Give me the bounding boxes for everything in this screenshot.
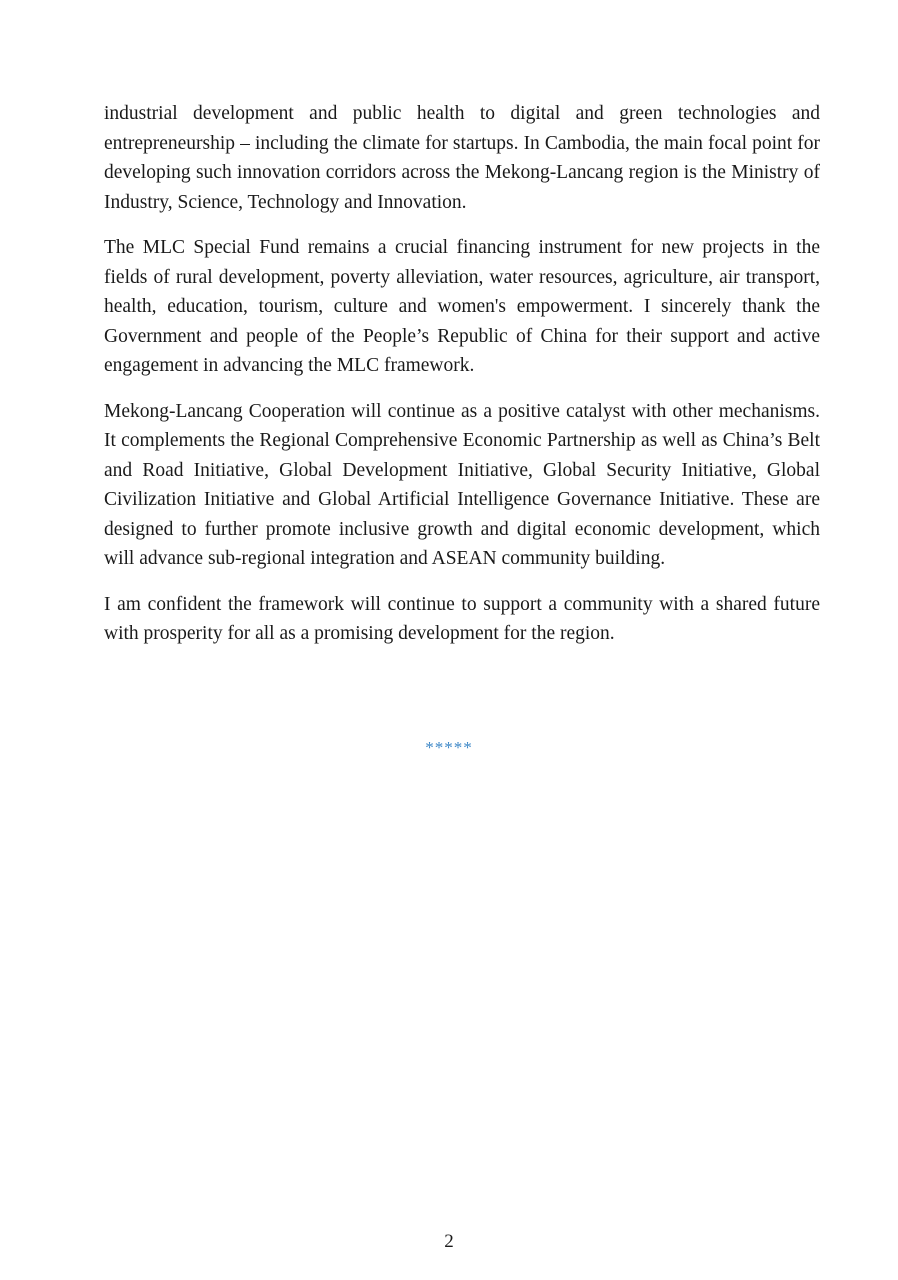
paragraph-cooperation-catalyst: Mekong-Lancang Cooperation will continue as a positive catalyst with other mechanisms. It complements the Regional Comprehensive Economic Partnership as well as China’s Belt and Road Initiative, Global Development Initiative, Global Security Initiative, Global Civilization Initiative and Global Artificial Intelligence Governance Initiative. These are designed to further promote inclusive growth and digital economic development, which will advance sub-regional integration and ASEAN community building. [104,400,820,569]
paragraph-mlc-special-fund: The MLC Special Fund remains a crucial financing instrument for new projects in the fields of rural development, poverty alleviation, water resources, agriculture, air transport, health, education, tourism, culture and women's empowerment. I sincerely thank the Government and people of the People’s Republic of China for their support and active engagement in advancing the MLC framework. [104,237,820,376]
page-number: 2 [444,1231,454,1252]
paragraph-closing-statement: I am confident the framework will continue to support a community with a shared future with prosperity for all as a promising development for the region. [104,593,820,644]
document-body [104,99,820,665]
paragraph-innovation-corridors: industrial development and public health to digital and green technologies and entrepreneurship – including the climate for startups. In Cambodia, the main focal point for developing such innovation corridors across the Mekong-Lancang region is the Ministry of Industry, Science, Technology and Innovation. [104,103,820,213]
section-separator: ***** [425,738,473,757]
